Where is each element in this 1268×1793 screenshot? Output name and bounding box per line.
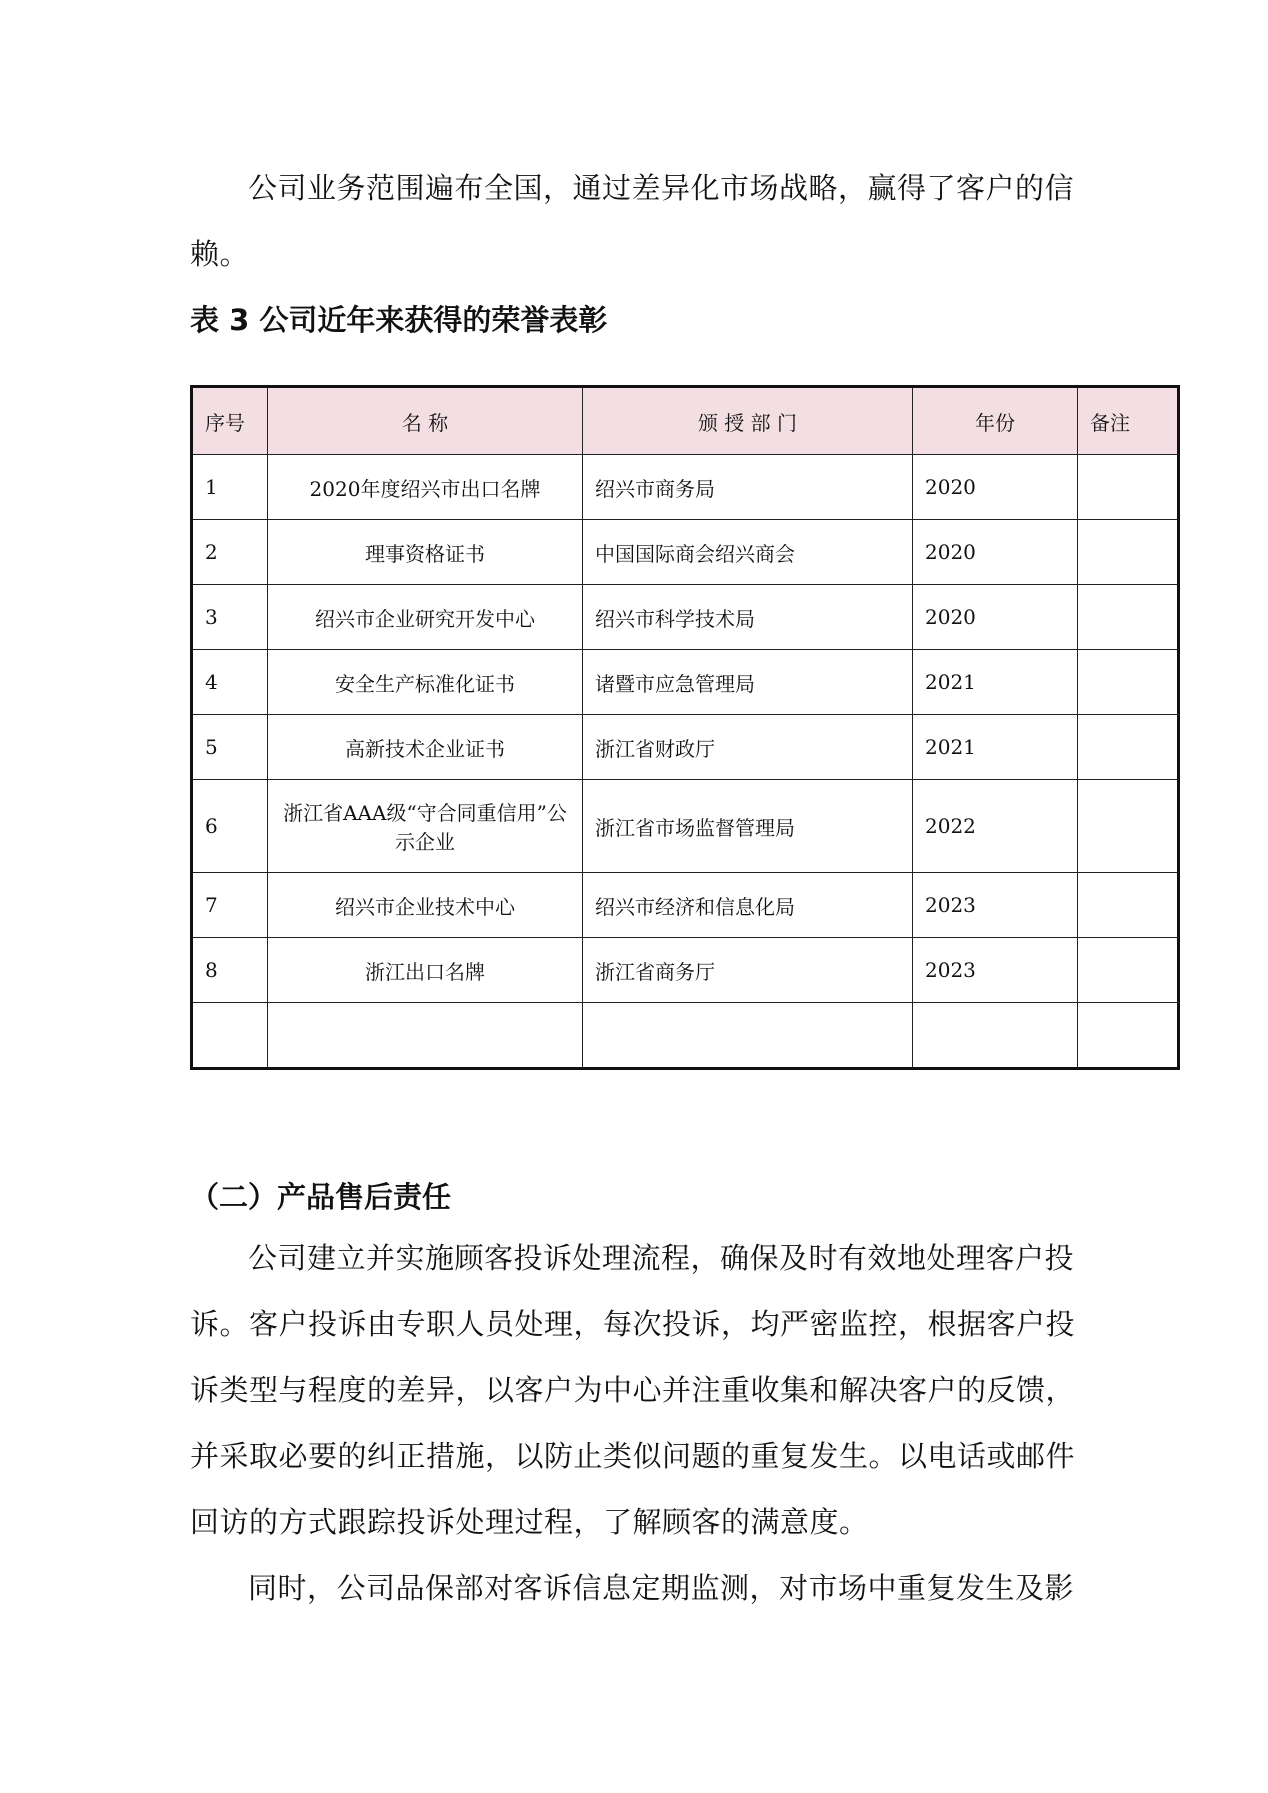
- cell-year: [913, 1003, 1078, 1069]
- cell-name: 绍兴市企业研究开发中心: [268, 585, 583, 650]
- cell-org: 绍兴市科学技术局: [583, 585, 913, 650]
- cell-note: [1078, 873, 1179, 938]
- cell-no: [192, 1003, 268, 1069]
- cell-org: 中国国际商会绍兴商会: [583, 520, 913, 585]
- cell-no: 4: [192, 650, 268, 715]
- cell-org: 诸暨市应急管理局: [583, 650, 913, 715]
- header-org: 颁 授 部 门: [583, 387, 913, 455]
- cell-name: 理事资格证书: [268, 520, 583, 585]
- cell-note: [1078, 520, 1179, 585]
- cell-org: [583, 1003, 913, 1069]
- cell-name: 浙江省AAA级“守合同重信用”公示企业: [268, 780, 583, 873]
- table-header-row: [192, 387, 1179, 455]
- header-no: 序号: [192, 387, 268, 455]
- cell-name: 绍兴市企业技术中心: [268, 873, 583, 938]
- header-note: 备注: [1078, 387, 1179, 455]
- cell-name: [268, 1003, 583, 1069]
- cell-note: [1078, 938, 1179, 1003]
- cell-note: [1078, 780, 1179, 873]
- table-row: [192, 520, 1179, 585]
- table-row: [192, 780, 1179, 873]
- cell-name: 高新技术企业证书: [268, 715, 583, 780]
- table-row: [192, 585, 1179, 650]
- cell-org: 绍兴市商务局: [583, 455, 913, 520]
- cell-year: 2020: [913, 585, 1078, 650]
- aftersales-paragraph-1: 公司建立并实施顾客投诉处理流程，确保及时有效地处理客户投诉。客户投诉由专职人员处理，每次投诉，均严密监控，根据客户投诉类型与程度的差异，以客户为中心并注重收集和解决客户的反馈，并采取必要的纠正措施，以防止类似问题的重复发生。以电话或邮件回访的方式跟踪投诉处理过程，了解顾客的满意度。: [190, 1241, 1076, 1539]
- cell-year: 2021: [913, 650, 1078, 715]
- cell-no: 8: [192, 938, 268, 1003]
- header-name: 名 称: [268, 387, 583, 455]
- cell-note: [1078, 1003, 1179, 1069]
- table-row: [192, 715, 1179, 780]
- table-row: [192, 1003, 1179, 1069]
- cell-year: 2020: [913, 520, 1078, 585]
- intro-paragraph: 公司业务范围遍布全国，通过差异化市场战略，赢得了客户的信赖。: [190, 171, 1075, 271]
- table-title: 表 3 公司近年来获得的荣誉表彰: [190, 303, 608, 337]
- cell-note: [1078, 650, 1179, 715]
- cell-no: 6: [192, 780, 268, 873]
- cell-note: [1078, 715, 1179, 780]
- cell-year: 2023: [913, 873, 1078, 938]
- cell-no: 3: [192, 585, 268, 650]
- cell-name: 2020年度绍兴市出口名牌: [268, 455, 583, 520]
- cell-year: 2020: [913, 455, 1078, 520]
- cell-name: 安全生产标准化证书: [268, 650, 583, 715]
- cell-year: 2022: [913, 780, 1078, 873]
- header-year: 年份: [913, 387, 1078, 455]
- cell-name: 浙江出口名牌: [268, 938, 583, 1003]
- cell-year: 2021: [913, 715, 1078, 780]
- cell-no: 2: [192, 520, 268, 585]
- table-row: [192, 938, 1179, 1003]
- table-row: [192, 455, 1179, 520]
- honors-table: [190, 385, 1180, 1070]
- cell-no: 5: [192, 715, 268, 780]
- cell-note: [1078, 585, 1179, 650]
- table-row: [192, 650, 1179, 715]
- cell-org: 浙江省财政厅: [583, 715, 913, 780]
- cell-no: 1: [192, 455, 268, 520]
- cell-org: 浙江省商务厅: [583, 938, 913, 1003]
- cell-year: 2023: [913, 938, 1078, 1003]
- cell-org: 绍兴市经济和信息化局: [583, 873, 913, 938]
- cell-no: 7: [192, 873, 268, 938]
- cell-org: 浙江省市场监督管理局: [583, 780, 913, 873]
- aftersales-paragraph-2: 同时，公司品保部对客诉信息定期监测，对市场中重复发生及影: [248, 1571, 1075, 1605]
- cell-note: [1078, 455, 1179, 520]
- table-row: [192, 873, 1179, 938]
- section-title: （二）产品售后责任: [190, 1180, 452, 1214]
